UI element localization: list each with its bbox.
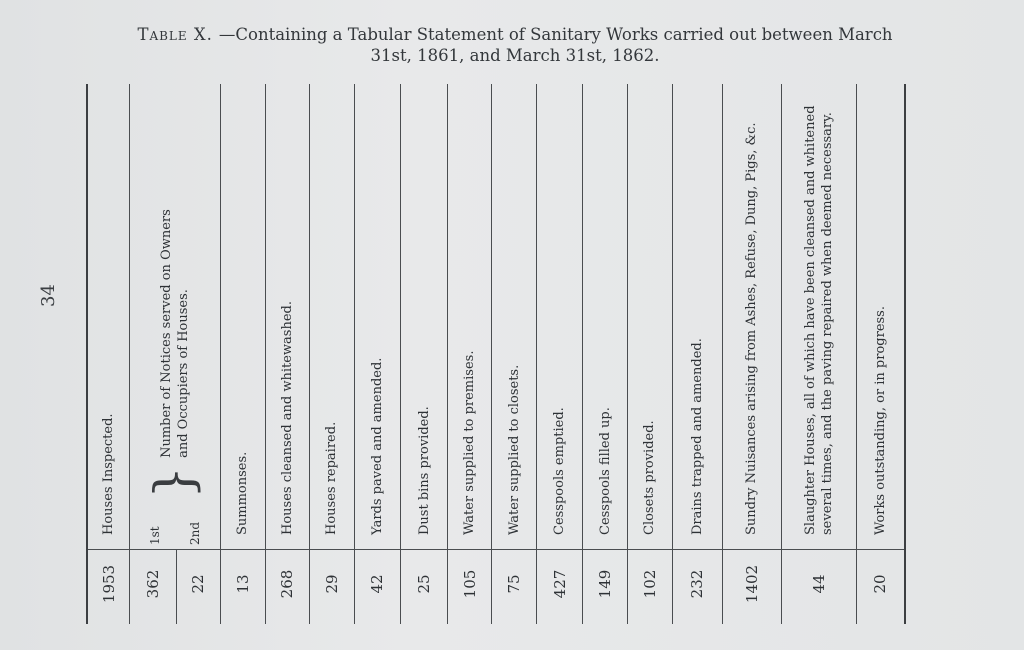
- table-row: [492, 84, 537, 624]
- row-label: Closets provided.: [627, 84, 672, 550]
- table-row: [672, 84, 723, 624]
- row-value: 22: [176, 550, 221, 625]
- sanitary-works-table: [86, 84, 906, 624]
- row-value: 75: [492, 550, 537, 625]
- row-value: 1402: [723, 550, 782, 625]
- table-row: [130, 84, 177, 624]
- row-label: Cesspools filled up.: [583, 84, 628, 550]
- row-label: Summonses.: [221, 84, 266, 550]
- row-value: 20: [856, 550, 905, 625]
- table-row: [354, 84, 401, 624]
- ordinal-second: 2nd: [188, 521, 203, 545]
- notices-cell: [130, 84, 221, 550]
- table-row: [536, 84, 583, 624]
- row-label: Dust bins provided.: [401, 84, 448, 550]
- row-label: Houses repaired.: [310, 84, 355, 550]
- row-value: 102: [627, 550, 672, 625]
- row-label: Works outstanding, or in progress.: [856, 84, 905, 550]
- notices-label: Number of Notices served on Owners and Occupiers of Houses.: [159, 209, 192, 458]
- table-row: [583, 84, 628, 624]
- row-label: Sundry Nuisances arising from Ashes, Refuse, Dung, Pigs, &c.: [723, 84, 782, 550]
- row-label: Water supplied to premises.: [447, 84, 492, 550]
- row-value: 25: [401, 550, 448, 625]
- table-title-text: —Containing a Tabular Statement of Sanitary Works carried out between March: [218, 25, 893, 44]
- row-label: Yards paved and amended.: [354, 84, 401, 550]
- row-value: 232: [672, 550, 723, 625]
- row-value: 105: [447, 550, 492, 625]
- table-row: [87, 84, 130, 624]
- table-row: [856, 84, 905, 624]
- table-row: [265, 84, 310, 624]
- table-row: [447, 84, 492, 624]
- row-label: Houses cleansed and whitewashed.: [265, 84, 310, 550]
- row-label: Drains trapped and amended.: [672, 84, 723, 550]
- table-title: [40, 24, 990, 66]
- table-row: [781, 84, 856, 624]
- row-label: Cesspools emptied.: [536, 84, 583, 550]
- ordinal-first: 1st: [148, 526, 163, 545]
- row-value: 1953: [87, 550, 130, 625]
- page-number: 34: [38, 284, 59, 307]
- table-title-line2: 31st, 1861, and March 31st, 1862.: [370, 46, 660, 65]
- table-row: [401, 84, 448, 624]
- row-label: Water supplied to closets.: [492, 84, 537, 550]
- table-row: [221, 84, 266, 624]
- row-value: 44: [781, 550, 856, 625]
- row-label: Slaughter Houses, all of which have been cleansed and whitened several times, and the paving repaired when deemed necessary.: [781, 84, 856, 550]
- row-value: 13: [221, 550, 266, 625]
- row-value: 362: [130, 550, 177, 625]
- table-row: [310, 84, 355, 624]
- row-value: 29: [310, 550, 355, 625]
- table-title-lead: Table X.: [137, 25, 213, 44]
- row-value: 42: [354, 550, 401, 625]
- row-value: 268: [265, 550, 310, 625]
- row-value: 427: [536, 550, 583, 625]
- row-value: 149: [583, 550, 628, 625]
- row-label: Houses Inspected.: [87, 84, 130, 550]
- brace-icon: }: [145, 465, 206, 499]
- table-row: [723, 84, 782, 624]
- table-row: [627, 84, 672, 624]
